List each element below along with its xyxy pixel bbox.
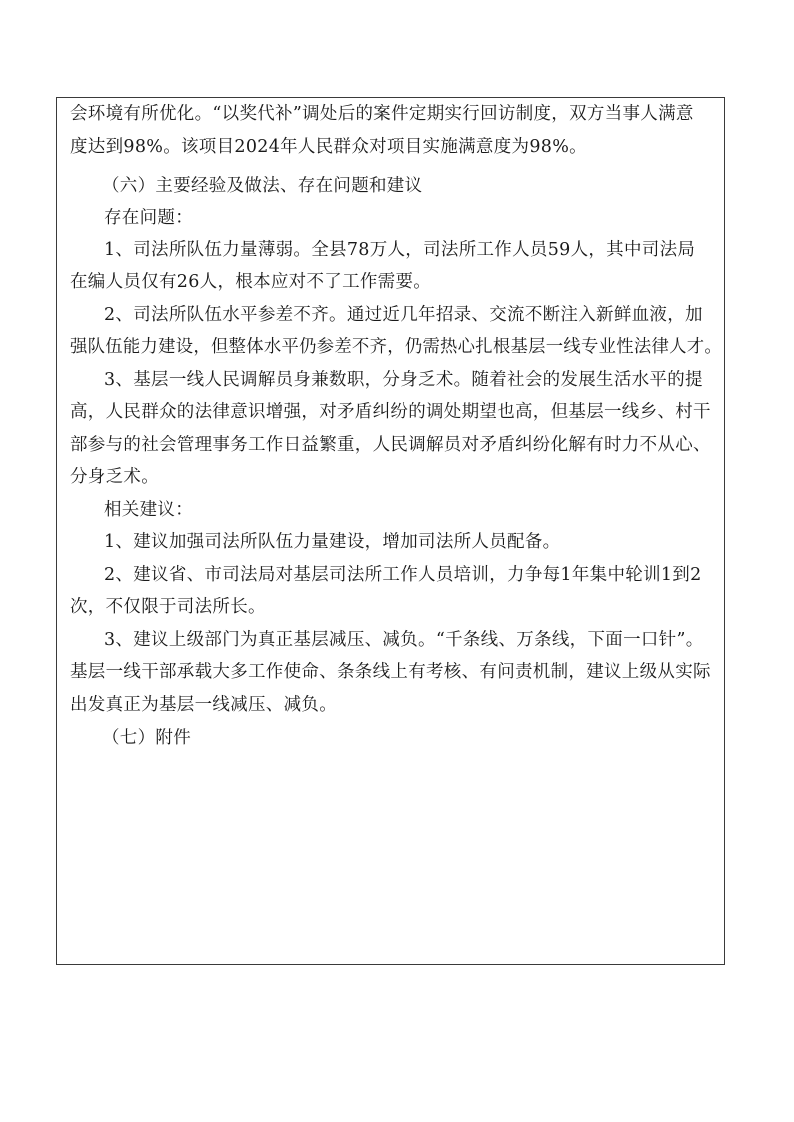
text-line: 2、建议省、市司法局对基层司法所工作人员培训，力争每1年集中轮训1到2 [104, 565, 702, 585]
text-line: 强队伍能力建设，但整体水平仍参差不齐，仍需热心扎根基层一线专业性法律人才。 [70, 337, 723, 357]
text-line: 部参与的社会管理事务工作日益繁重，人民调解员对矛盾纠纷化解有时力不从心、 [70, 435, 711, 455]
subheading-suggestions: 相关建议： [104, 500, 193, 520]
text-line: 次，不仅限于司法所长。 [70, 597, 266, 617]
text-line: 在编人员仅有26人，根本应对不了工作需要。 [70, 272, 432, 292]
text-line: 高，人民群众的法律意识增强，对矛盾纠纷的调处期望也高，但基层一线乡、村干 [70, 402, 711, 422]
text-line: 会环境有所优化。“以奖代补”调处后的案件定期实行回访制度，双方当事人满意 [70, 104, 694, 124]
section-heading-six: （六）主要经验及做法、存在问题和建议 [102, 176, 423, 196]
text-line: 度达到98%。该项目2024年人民群众对项目实施满意度为98%。 [70, 137, 587, 157]
text-line: 1、建议加强司法所队伍力量建设，增加司法所人员配备。 [104, 532, 561, 552]
text-line: 出发真正为基层一线减压、减负。 [70, 695, 337, 715]
text-line: 3、建议上级部门为真正基层减压、减负。“千条线、万条线，下面一口针”。 [104, 630, 704, 650]
text-line: 2、司法所队伍水平参差不齐。通过近几年招录、交流不断注入新鲜血液，加 [104, 305, 703, 325]
text-line: 基层一线干部承载大多工作使命、条条线上有考核、有问责机制，建议上级从实际 [70, 662, 711, 682]
text-line: 3、基层一线人民调解员身兼数职，分身乏术。随着社会的发展生活水平的提 [104, 370, 703, 390]
subheading-problems: 存在问题： [104, 208, 193, 228]
text-line: 1、司法所队伍力量薄弱。全县78万人，司法所工作人员59人，其中司法局 [104, 240, 696, 260]
text-line: 分身乏术。 [70, 467, 159, 487]
section-heading-seven: （七）附件 [102, 728, 191, 748]
